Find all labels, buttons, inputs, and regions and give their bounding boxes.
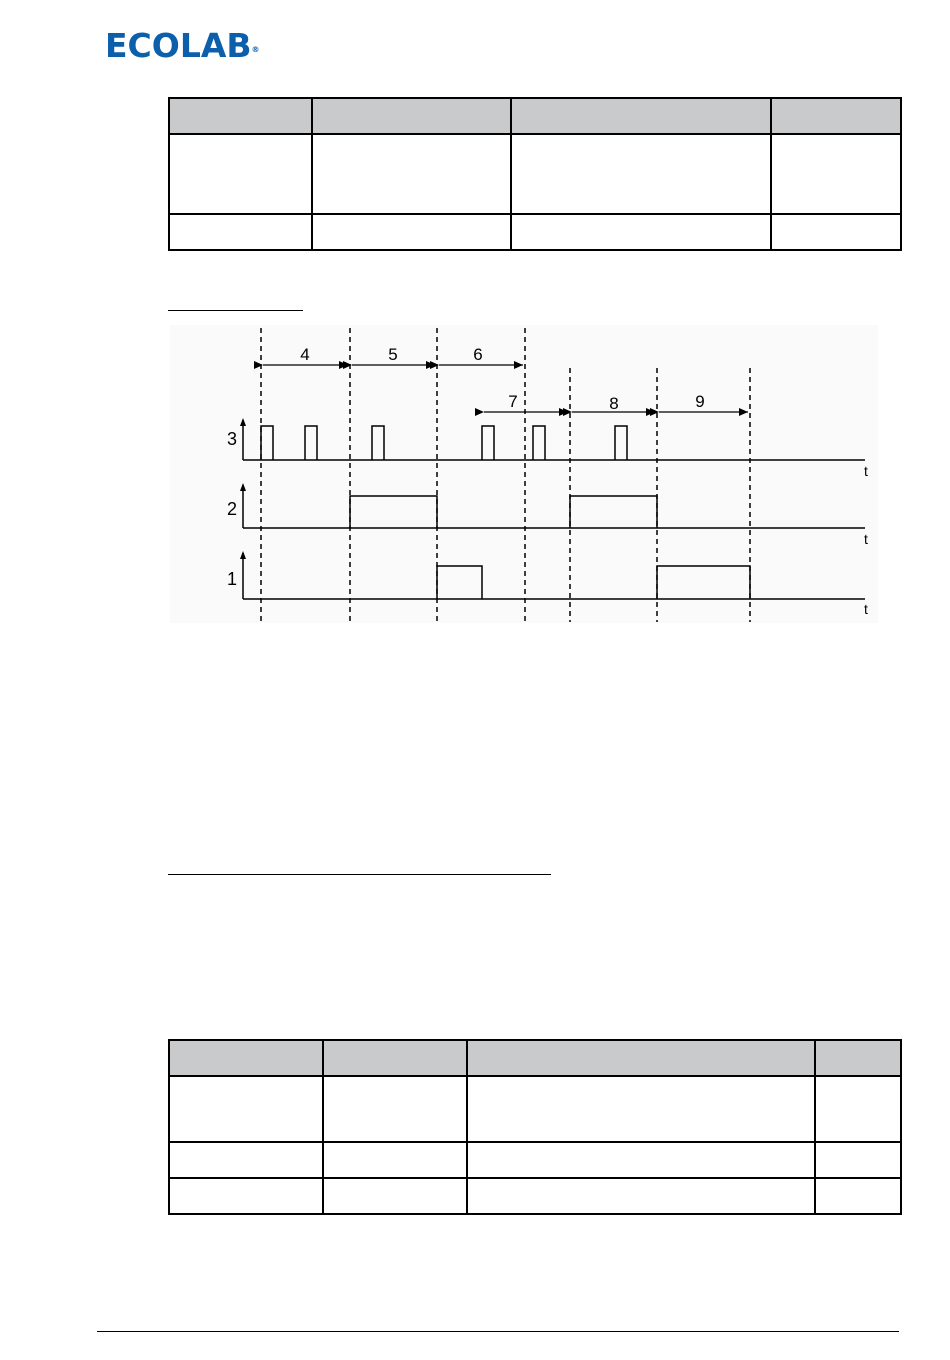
time-axis-label: t xyxy=(864,531,868,547)
diagram-background xyxy=(170,325,878,623)
interval-label-4: 4 xyxy=(300,345,310,364)
signal-label-3: 3 xyxy=(226,429,238,449)
table-header-cell xyxy=(467,1040,815,1076)
heading-underline xyxy=(168,874,551,875)
table-row xyxy=(169,1178,901,1214)
table-cell xyxy=(467,1178,815,1214)
table-cell xyxy=(467,1142,815,1178)
table-cell xyxy=(169,1178,323,1214)
table-cell xyxy=(815,1142,901,1178)
table-header-cell xyxy=(169,1040,323,1076)
table-cell xyxy=(169,1142,323,1178)
table-cell xyxy=(323,1076,467,1142)
interval-label-5: 5 xyxy=(388,345,398,364)
table-cell xyxy=(815,1178,901,1214)
table-header-cell xyxy=(323,1040,467,1076)
interval-label-9: 9 xyxy=(695,392,705,411)
table-header-cell xyxy=(815,1040,901,1076)
table-cell xyxy=(815,1076,901,1142)
logo-text: ECOLAB xyxy=(105,26,252,65)
interval-label-8: 8 xyxy=(609,394,619,413)
table-row xyxy=(169,1076,901,1142)
timing-diagram xyxy=(0,0,950,640)
interval-label-6: 6 xyxy=(473,345,483,364)
interval-label-7: 7 xyxy=(508,392,518,411)
table-2 xyxy=(168,1039,902,1215)
table-header-row xyxy=(169,1040,901,1076)
table-cell xyxy=(467,1076,815,1142)
time-axis-label: t xyxy=(864,601,868,617)
registered-mark: ® xyxy=(251,45,260,54)
table-cell xyxy=(323,1142,467,1178)
footer-rule xyxy=(97,1331,899,1332)
signal-label-1: 1 xyxy=(226,569,238,589)
table-cell xyxy=(323,1178,467,1214)
signal-label-2: 2 xyxy=(226,499,238,519)
table-row xyxy=(169,1142,901,1178)
table-cell xyxy=(169,1076,323,1142)
time-axis-label: t xyxy=(864,463,868,479)
